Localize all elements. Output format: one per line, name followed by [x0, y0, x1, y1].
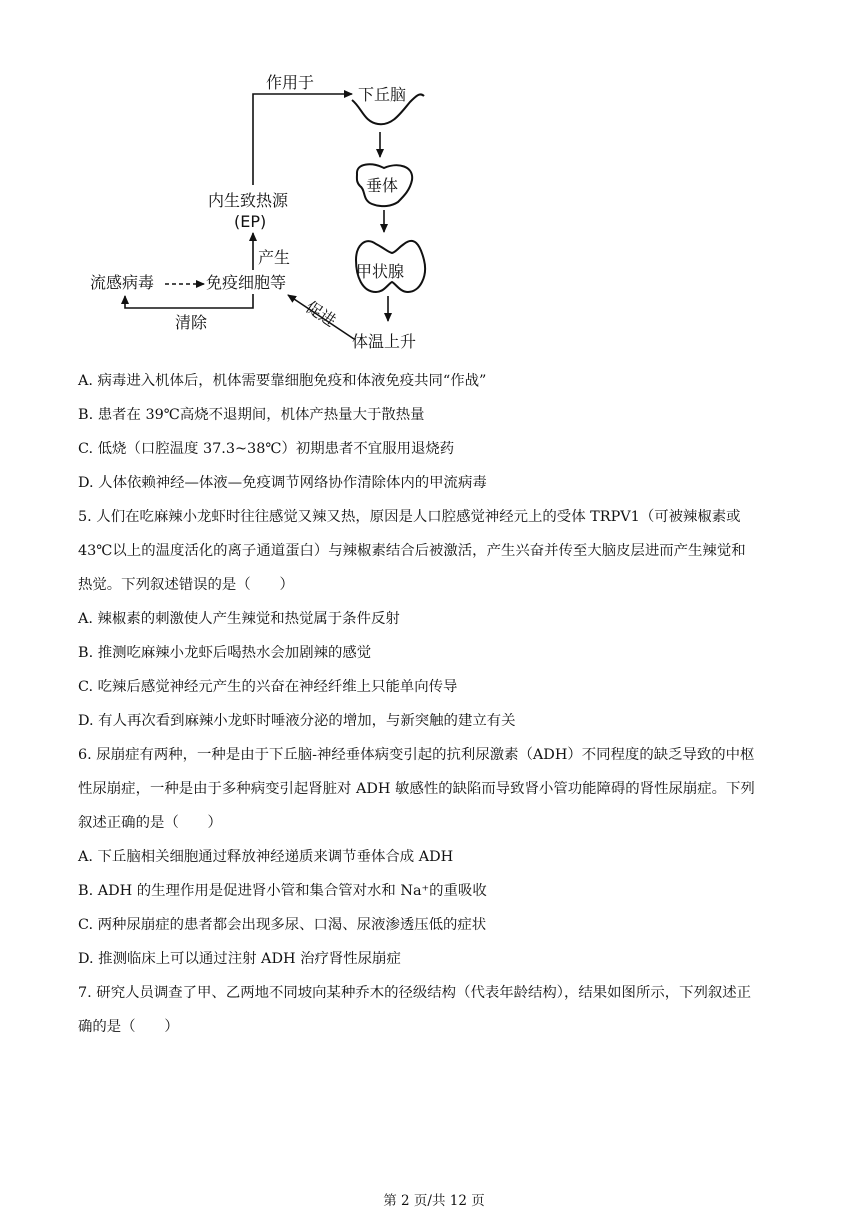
label-body-temp-rise: 体温上升	[352, 332, 417, 351]
q6-option-a: A. 下丘脑相关细胞通过释放神经递质来调节垂体合成 ADH	[78, 849, 454, 865]
q7-stem-line-2: 确的是（ ）	[78, 1019, 179, 1035]
q6-option-b: B. ADH 的生理作用是促进肾小管和集合管对水和 Na⁺的重吸收	[78, 883, 487, 899]
arrow-clear-virus	[125, 294, 253, 308]
q5-option-a: A. 辣椒素的刺激使人产生辣觉和热觉属于条件反射	[78, 611, 400, 627]
label-virus: 流感病毒	[90, 273, 155, 292]
q5-option-d: D. 有人再次看到麻辣小龙虾时唾液分泌的增加，与新突触的建立有关	[78, 713, 516, 729]
label-produce: 产生	[258, 248, 291, 267]
fever-regulation-diagram	[0, 0, 868, 365]
label-pyrogen: 内生致热源	[208, 191, 289, 210]
q4-option-d: D. 人体依赖神经—体液—免疫调节网络协作清除体内的甲流病毒	[78, 475, 487, 491]
q5-option-c: C. 吃辣后感觉神经元产生的兴奋在神经纤维上只能单向传导	[78, 679, 458, 695]
q4-option-b: B. 患者在 39℃高烧不退期间，机体产热量大于散热量	[78, 407, 425, 423]
q5-stem-line-3: 热觉。下列叙述错误的是（ ）	[78, 577, 294, 593]
q5-stem-line-1: 5. 人们在吃麻辣小龙虾时往往感觉又辣又热，原因是人口腔感觉神经元上的受体 TRPV1（可被辣椒素或	[78, 509, 741, 525]
label-pituitary: 垂体	[366, 176, 399, 195]
arrow-ep-to-hypothalamus	[253, 94, 352, 185]
q7-stem-line-1: 7. 研究人员调查了甲、乙两地不同坡向某种乔木的径级结构（代表年龄结构），结果如图所示，下列叙述正	[78, 985, 752, 1001]
q6-option-d: D. 推测临床上可以通过注射 ADH 治疗肾性尿崩症	[78, 951, 401, 967]
q6-stem-line-2: 性尿崩症，一种是由于多种病变引起肾脏对 ADH 敏感性的缺陷而导致肾小管功能障碍的肾性尿崩症。下列	[78, 781, 755, 797]
page-footer: 第 2 页/共 12 页	[383, 1193, 485, 1209]
label-immune-cells: 免疫细胞等	[206, 273, 287, 292]
q4-option-a: A. 病毒进入机体后，机体需要靠细胞免疫和体液免疫共同“作战”	[78, 373, 487, 389]
q5-option-b: B. 推测吃麻辣小龙虾后喝热水会加剧辣的感觉	[78, 645, 372, 661]
q6-stem-line-3: 叙述正确的是（ ）	[78, 815, 222, 831]
label-thyroid: 甲状腺	[356, 262, 405, 281]
label-ep: (EP)	[234, 212, 267, 231]
label-hypothalamus: 下丘脑	[358, 85, 407, 104]
q6-option-c: C. 两种尿崩症的患者都会出现多尿、口渴、尿液渗透压低的症状	[78, 917, 487, 933]
q4-option-c: C. 低烧（口腔温度 37.3~38℃）初期患者不宜服用退烧药	[78, 441, 455, 457]
q5-stem-line-2: 43℃以上的温度活化的离子通道蛋白）与辣椒素结合后被激活，产生兴奋并传至大脑皮层进而产生辣觉和	[78, 543, 746, 559]
label-clear: 清除	[175, 313, 208, 332]
label-promote: 促进	[302, 297, 340, 331]
label-act-on: 作用于	[266, 73, 315, 92]
q6-stem-line-1: 6. 尿崩症有两种，一种是由于下丘脑-神经垂体病变引起的抗利尿激素（ADH）不同程度的缺乏导致的中枢	[78, 747, 755, 763]
diagram-arrows	[0, 0, 868, 365]
